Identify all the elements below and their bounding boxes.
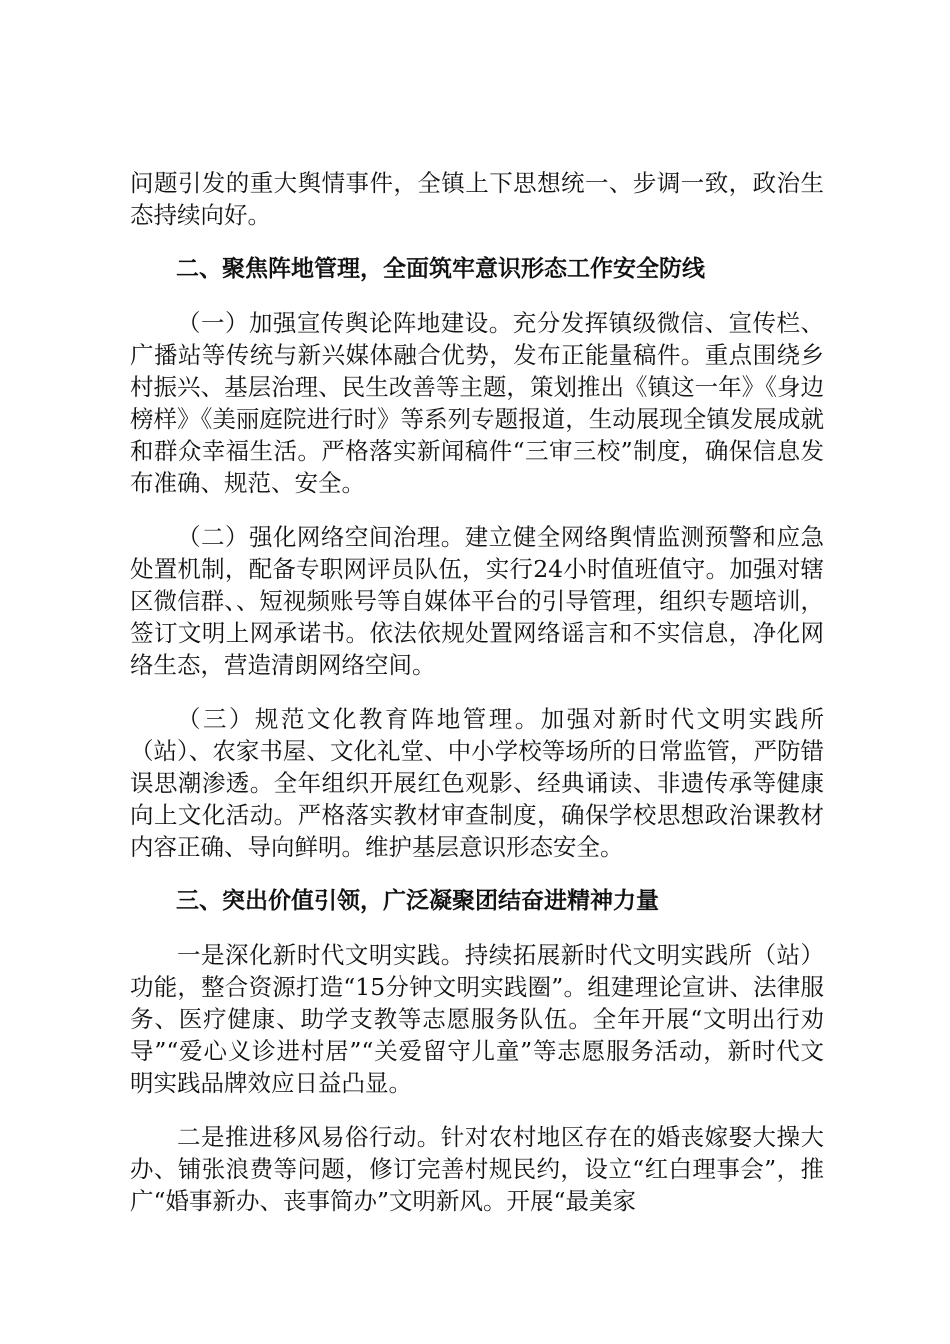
paragraph-customs-reform: 二是推进移风易俗行动。针对农村地区存在的婚丧嫁娶大操大办、铺张浪费等问题，修订完善村规民约，设立“红白理事会”，推广“婚事新办、丧事简办”文明新风。开展“最美家 bbox=[130, 1123, 824, 1215]
section-heading-3: 三、突出价值引领，广泛凝聚团结奋进精神力量 bbox=[176, 888, 659, 914]
paragraph-propaganda-positions: （一）加强宣传舆论阵地建设。充分发挥镇级微信、宣传栏、广播站等传统与新兴媒体融合优势，发布正能量稿件。重点围绕乡村振兴、基层治理、民生改善等主题，策划推出《镇这一年》《身边榜样》《美丽庭院进行时》等系列专题报道，生动展现全镇发展成就和群众幸福生活。严格落实新闻稿件“三审三校”制度，确保信息发布准确、规范、安全。 bbox=[130, 309, 824, 497]
paragraph-civilization-practice: 一是深化新时代文明实践。持续拓展新时代文明实践所（站）功能，整合资源打造“15分钟文明实践圈”。组建理论宣讲、法律服务、医疗健康、助学支教等志愿服务队伍。全年开展“文明出行劝导”“爱心义诊进村居”“关爱留守儿童”等志愿服务活动，新时代文明实践品牌效应日益凸显。 bbox=[130, 941, 824, 1097]
paragraph-continuation: 问题引发的重大舆情事件，全镇上下思想统一、步调一致，政治生态持续向好。 bbox=[130, 169, 824, 229]
document-body bbox=[130, 167, 824, 1239]
paragraph-cyberspace-governance: （二）强化网络空间治理。建立健全网络舆情监测预警和应急处置机制，配备专职网评员队伍，实行24小时值班值守。加强对辖区微信群、、短视频账号等自媒体平台的引导管理，组织专题培训，签订文明上网承诺书。依法依规处置网络谣言和不实信息，净化网络生态，营造清朗网络空间。 bbox=[130, 523, 824, 679]
section-heading-2: 二、聚焦阵地管理，全面筑牢意识形态工作安全防线 bbox=[176, 256, 705, 282]
paragraph-culture-education: （三）规范文化教育阵地管理。加强对新时代文明实践所（站）、农家书屋、文化礼堂、中小学校等场所的日常监管，严防错误思潮渗透。全年组织开展红色观影、经典诵读、非遗传承等健康向上文化活动。严格落实教材审查制度，确保学校思想政治课教材内容正确、导向鲜明。维护基层意识形态安全。 bbox=[130, 705, 824, 861]
